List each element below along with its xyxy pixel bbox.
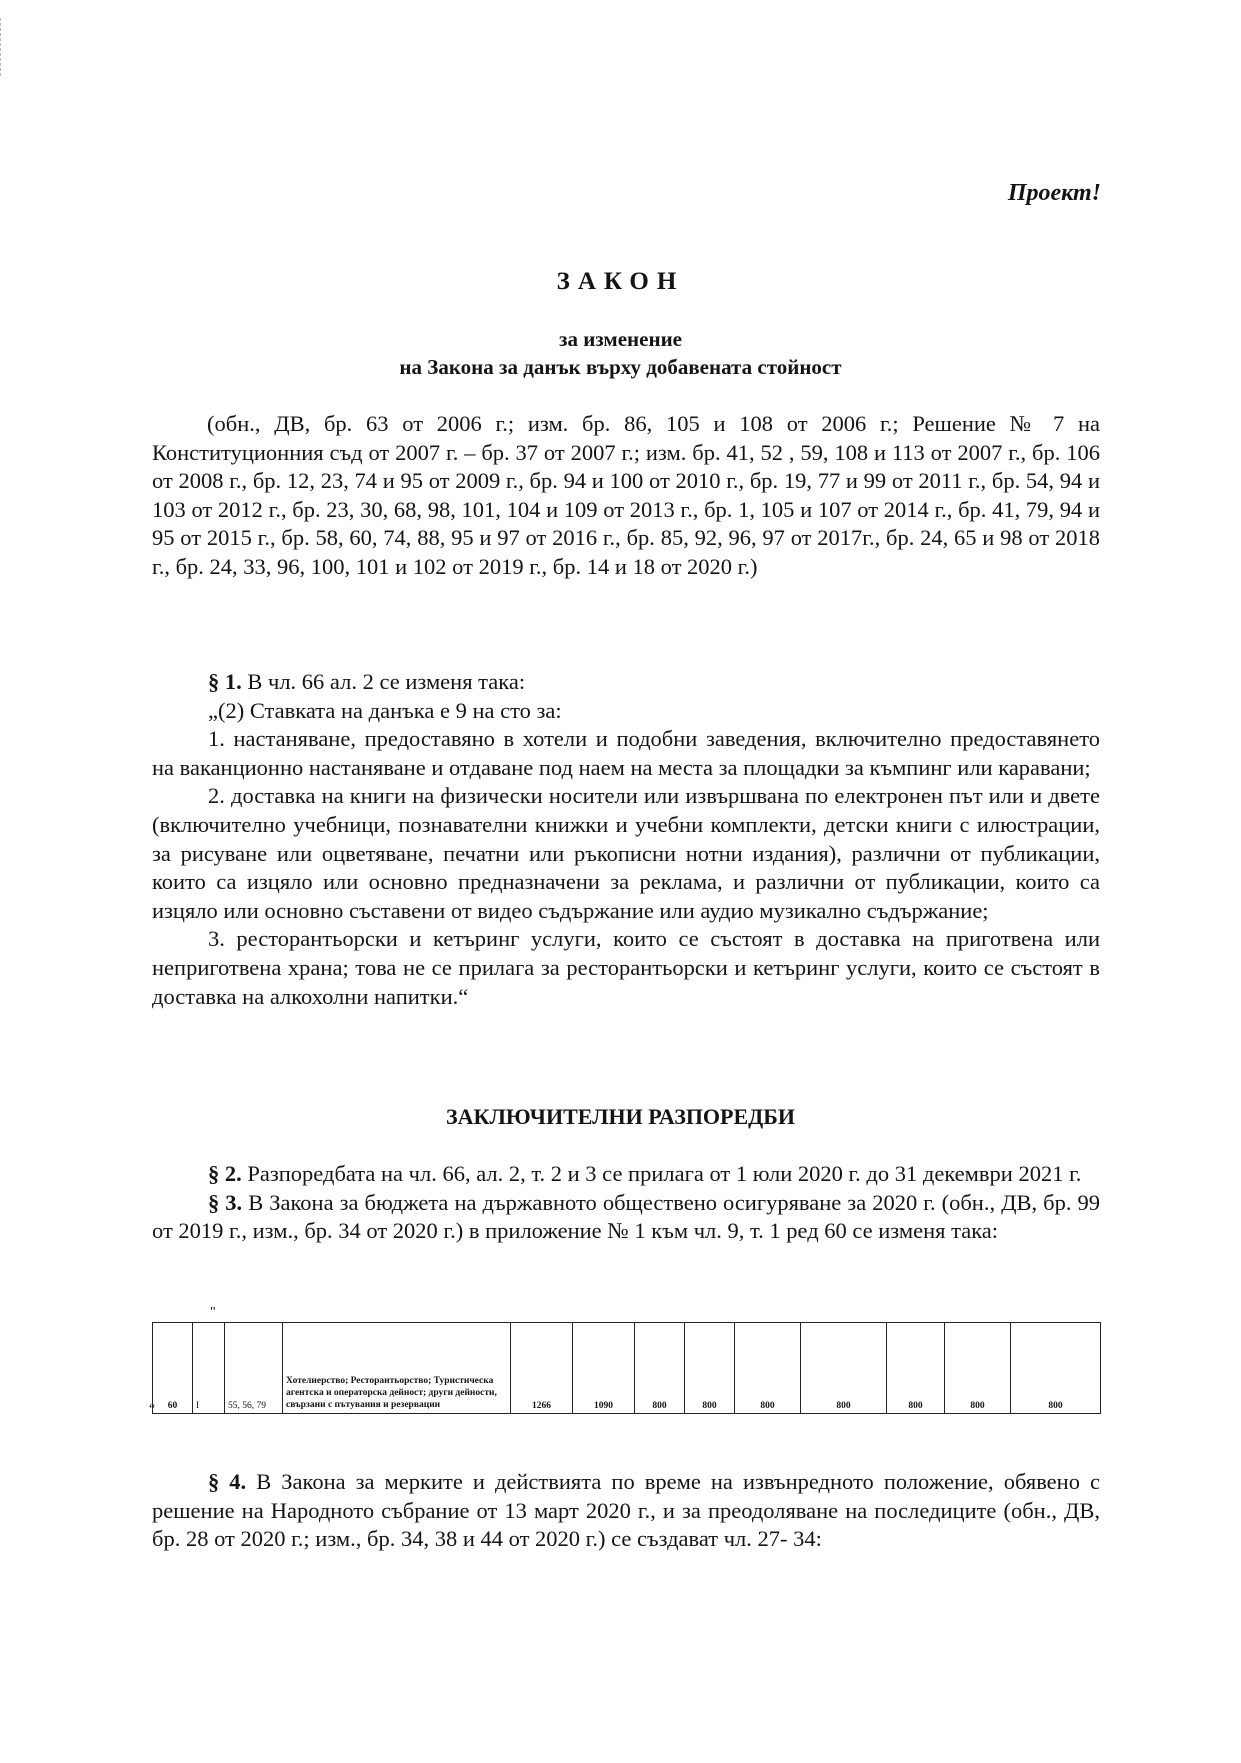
section-1-item-2: 2. доставка на книги на физически носители или извършвана по електронен път или и двете (включително учебници, познавателни книжки и учебни комплекти, детски книги с илюстрации, за рисуване или оцветяване, печатни или ръкописни нотни издания), различни от публикации, които са изцяло или основно предназначени за реклама, и различни от публикации, които са изцяло или основно съставени от видео съдържание или аудио музикално съдържание; (152, 783, 1100, 923)
section-2-mark: § 2. (208, 1161, 242, 1186)
table-open-quote: " (210, 1305, 216, 1320)
section-1-item-1: 1. настаняване, предоставяно в хотели и подобни заведения, включително предоставянето на ваканционно настаняване и отдаване под наем на места за площадки за къмпинг или каравани; (152, 726, 1100, 780)
code-cell: I (193, 1323, 225, 1414)
section-2-text: Разпоредбата на чл. 66, ал. 2, т. 2 и 3 се прилага от 1 юли 2020 г. до 31 декември 2021 г. (241, 1161, 1082, 1186)
value-cell: 800 (635, 1323, 685, 1414)
value-cell: 800 (801, 1323, 887, 1414)
sections-2-3 (152, 1160, 1100, 1246)
amendment-table (152, 1322, 1101, 1414)
subtitle-line-1: за изменение (559, 327, 682, 351)
draft-label: Проект! (1007, 180, 1101, 206)
section-3-mark: § 3. (208, 1189, 243, 1215)
document-title: ЗАКОН (556, 268, 685, 295)
value-cell: 1090 (573, 1323, 635, 1414)
subtitle-line-2: на Закона за данък върху добавената стойност (399, 355, 842, 379)
section-3 (152, 1189, 1100, 1246)
section-1-intro (152, 668, 1100, 697)
table-close-quote: “ (149, 1402, 156, 1417)
scan-artifact (0, 18, 3, 76)
publication-note (152, 410, 1100, 582)
table-row (153, 1323, 1101, 1414)
value-cell: 800 (945, 1323, 1011, 1414)
section-4-mark: § 4. (208, 1469, 247, 1494)
section-4-paragraph (152, 1468, 1100, 1554)
section-2 (152, 1160, 1100, 1189)
section-1-mark: § 1. (208, 669, 242, 694)
value-cell: 800 (735, 1323, 801, 1414)
section-4 (152, 1468, 1100, 1554)
section-4-text: В Закона за мерките и действията по време на извънредното положение, обявено с решение на Народното събрание от 13 март 2020 г., и за преодоляване на последиците (обн., ДВ, бр. 28 от 2020 г.; изм., бр. 34, 38 и 44 от 2020 г.) се създават чл. 27- 34: (152, 1469, 1100, 1552)
value-cell: 800 (1011, 1323, 1101, 1414)
description-cell: Хотелиерство; Ресторантьорство; Туристическа агентска и операторска дейност; други дейности, свързани с пътувания и резервации (283, 1323, 511, 1414)
section-3-text: В Закона за бюджета на държавното обществено осигуряване за 2020 г. (обн., ДВ, бр. 99 от 2019 г., изм., бр. 34 от 2020 г.) в приложение № 1 към чл. 9, т. 1 ред 60 се изменя така: (152, 1189, 1100, 1244)
section-1-item-3: 3. ресторантьорски и кетъринг услуги, които се състоят в доставка на приготвена или неприготвена храна; това не се прилага за ресторантьорски и кетъринг услуги, които се състоят в доставка на алкохолни напитки.“ (152, 926, 1100, 1009)
section-1-intro-text: В чл. 66 ал. 2 се изменя така: (241, 669, 526, 694)
kid-cell: 55, 56, 79 (225, 1323, 283, 1414)
section-1-quote-start: „(2) Ставката на данъка е 9 на сто за: (208, 697, 562, 723)
value-cell: 800 (887, 1323, 945, 1414)
final-provisions-heading: ЗАКЛЮЧИТЕЛНИ РАЗПОРЕДБИ (446, 1104, 795, 1129)
publication-note-text: (обн., ДВ, бр. 63 от 2006 г.; изм. бр. 86, 105 и 108 от 2006 г.; Решение № 7 на Конституционния съд от 2007 г. – бр. 37 от 2007 г.; изм. бр. 41, 52 , 59, 108 и 113 от 2007 г., бр. 106 от 2008 г., бр. 12, 23, 74 и 95 от 2009 г., бр. 94 и 100 от 2010 г., бр. 19, 77 и 99 от 2011 г., бр. 54, 94 и 103 от 2012 г., бр. 23, 30, 68, 98, 101, 104 и 109 от 2013 г., бр. 1, 105 и 107 от 2014 г., бр. 41, 79, 94 и 95 от 2015 г., бр. 58, 60, 74, 88, 95 и 97 от 2016 г., бр. 85, 92, 96, 97 от 2017г., бр. 24, 65 и 98 от 2018 г., бр. 24, 33, 96, 100, 101 и 102 от 2019 г., бр. 14 и 18 от 2020 г.) (152, 411, 1100, 579)
row-number-cell: 60 (153, 1323, 193, 1414)
section-1 (152, 668, 1100, 1011)
value-cell: 1266 (511, 1323, 573, 1414)
value-cell: 800 (685, 1323, 735, 1414)
